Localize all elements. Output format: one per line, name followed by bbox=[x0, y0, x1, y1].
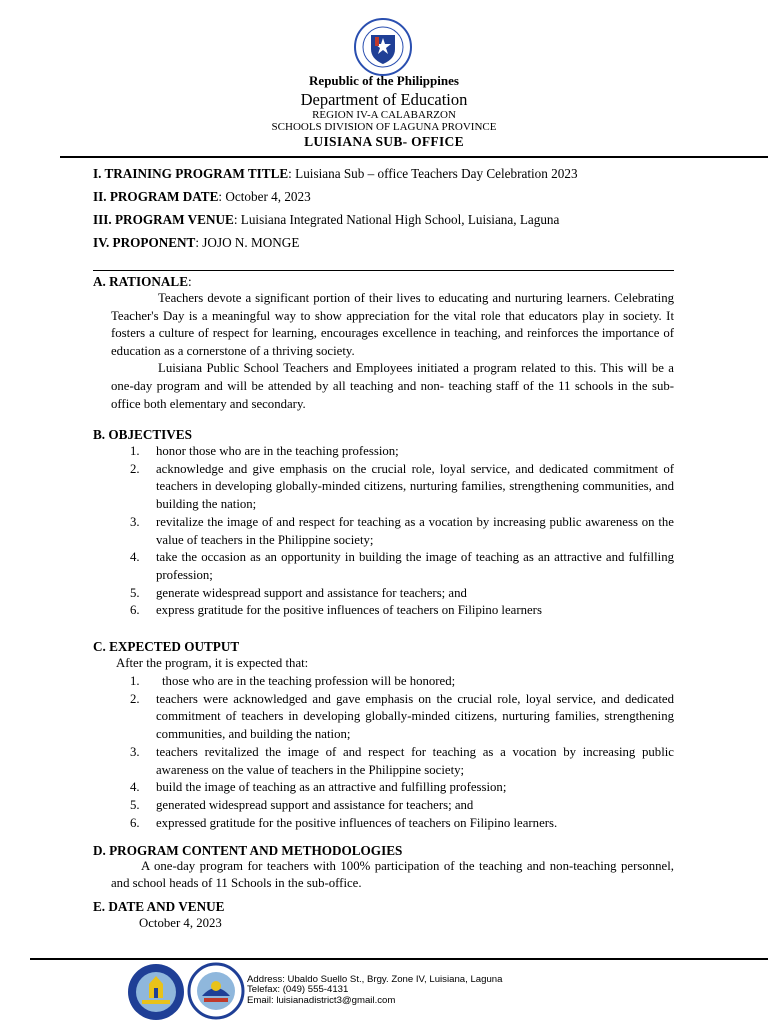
program-content-paragraph: A one-day program for teachers with 100% participation of the teaching and non-teaching personnel, and school heads of 11 Schools in the sub-office. bbox=[111, 859, 674, 890]
region-heading: REGION IV-A CALABARZON bbox=[312, 109, 456, 121]
info-divider bbox=[93, 270, 674, 271]
list-item bbox=[130, 602, 674, 620]
rationale-heading-colon: : bbox=[188, 274, 192, 289]
list-item bbox=[130, 779, 674, 797]
header-divider bbox=[60, 156, 768, 158]
list-item bbox=[130, 461, 674, 514]
info-value: : October 4, 2023 bbox=[218, 189, 311, 204]
objectives-list bbox=[130, 443, 674, 620]
schools-division-logo bbox=[187, 962, 245, 1020]
list-number: 6. bbox=[130, 603, 140, 618]
rationale-paragraph: Teachers devote a significant portion of their lives to educating and nurturing learners. Celebrating Teacher's Day is a meaningful way to show appreciation for the vital role that educators play in society. It fosters a culture of respect for learning, encourages excellence in teaching, and reinforces the importance of education as a cornerstone of a thriving society. bbox=[111, 291, 674, 358]
list-text: acknowledge and give emphasis on the crucial role, loyal service, and dedicated commitment of teachers in developing globally-minded citizens, nurturing families, strengthening communities, and building the nation; bbox=[156, 461, 674, 512]
list-number: 6. bbox=[130, 815, 140, 830]
list-text: build the image of teaching as an attractive and fulfilling profession; bbox=[156, 780, 507, 795]
list-text: expressed gratitude for the positive influences of teachers on Filipino learners. bbox=[156, 815, 558, 830]
info-line-title bbox=[93, 166, 578, 182]
list-number: 1. bbox=[130, 674, 140, 688]
expected-output-heading: C. EXPECTED OUTPUT bbox=[93, 639, 240, 654]
info-label: III. PROGRAM VENUE bbox=[93, 212, 234, 227]
list-item bbox=[130, 744, 674, 779]
expected-output-list bbox=[130, 673, 674, 832]
list-number: 5. bbox=[130, 797, 140, 812]
list-item bbox=[130, 815, 674, 833]
deped-seal-logo bbox=[351, 17, 415, 77]
rationale-paragraph: Luisiana Public School Teachers and Employees initiated a program related to this. This will be a one-day program and will be attended by all teaching and non- teaching staff of the 11 schools in the sub-office both elementary and secondary. bbox=[111, 361, 674, 411]
rationale-heading bbox=[93, 274, 192, 290]
list-item bbox=[130, 797, 674, 815]
info-value: : Luisiana Integrated National High School, Luisiana, Laguna bbox=[233, 212, 560, 227]
info-value: : Luisiana Sub – office Teachers Day Celebration 2023 bbox=[288, 166, 578, 181]
list-text: express gratitude for the positive influences of teachers on Filipino learners bbox=[156, 603, 542, 618]
list-number: 1. bbox=[130, 444, 140, 458]
luisiana-district-logo bbox=[125, 962, 187, 1022]
list-number: 3. bbox=[130, 744, 140, 759]
info-label: IV. PROPONENT bbox=[93, 235, 196, 250]
list-number: 5. bbox=[130, 585, 140, 600]
footer-divider bbox=[30, 958, 768, 960]
list-text: teachers were acknowledged and gave emphasis on the crucial role, loyal service, and dedicated commitment of teachers in developing globally-minded citizens, nurturing families, strengthening communities, and building the nation; bbox=[156, 691, 674, 742]
list-text: revitalize the image of and respect for teaching as a vocation by increasing public awareness on the value of teachers in the Philippine society; bbox=[156, 514, 674, 547]
list-text: those who are in the teaching profession will be honored; bbox=[162, 674, 456, 688]
list-item bbox=[130, 443, 674, 461]
info-line-date bbox=[93, 189, 311, 205]
list-number: 4. bbox=[130, 780, 140, 795]
republic-heading: Republic of the Philippines bbox=[309, 73, 459, 88]
footer-address: Address: Ubaldo Suello St., Brgy. Zone IV, Luisiana, Laguna bbox=[247, 974, 503, 985]
list-text: honor those who are in the teaching profession; bbox=[156, 444, 399, 458]
info-value: : JOJO N. MONGE bbox=[195, 235, 300, 250]
list-number: 2. bbox=[130, 691, 140, 706]
program-content-heading: D. PROGRAM CONTENT AND METHODOLOGIES bbox=[93, 843, 403, 858]
rationale-heading-text: A. RATIONALE bbox=[93, 274, 189, 289]
footer-email: Email: luisianadistrict3@gmail.com bbox=[247, 995, 396, 1006]
date-venue-heading: E. DATE AND VENUE bbox=[93, 899, 225, 914]
list-item bbox=[130, 691, 674, 744]
expected-output-intro: After the program, it is expected that: bbox=[116, 656, 309, 670]
info-line-proponent bbox=[93, 235, 299, 251]
info-label: I. TRAINING PROGRAM TITLE bbox=[93, 166, 289, 181]
footer-telefax: Telefax: (049) 555-4131 bbox=[247, 984, 349, 995]
list-text: generated widespread support and assistance for teachers; and bbox=[156, 797, 474, 812]
program-content-body bbox=[111, 858, 674, 891]
list-item bbox=[130, 514, 674, 549]
division-heading: SCHOOLS DIVISION OF LAGUNA PROVINCE bbox=[271, 121, 497, 133]
info-line-venue bbox=[93, 212, 559, 228]
objectives-heading: B. OBJECTIVES bbox=[93, 427, 192, 442]
list-item bbox=[130, 549, 674, 584]
info-label: II. PROGRAM DATE bbox=[93, 189, 219, 204]
list-text: take the occasion as an opportunity in building the image of teaching as an attractive and fulfilling profession; bbox=[156, 550, 674, 582]
list-number: 4. bbox=[130, 550, 140, 565]
date-venue-text: October 4, 2023 bbox=[139, 916, 222, 930]
department-heading: Department of Education bbox=[300, 90, 468, 109]
list-number: 2. bbox=[130, 461, 140, 476]
list-item bbox=[130, 585, 674, 603]
list-text: teachers revitalized the image of and respect for teaching as a vocation by increasing public awareness on the value of teachers in the Philippine society; bbox=[156, 744, 674, 777]
office-heading: LUISIANA SUB- OFFICE bbox=[304, 134, 464, 149]
rationale-body bbox=[111, 290, 674, 413]
list-text: generate widespread support and assistance for teachers; and bbox=[156, 585, 467, 600]
list-item bbox=[130, 673, 674, 691]
list-number: 3. bbox=[130, 514, 140, 529]
